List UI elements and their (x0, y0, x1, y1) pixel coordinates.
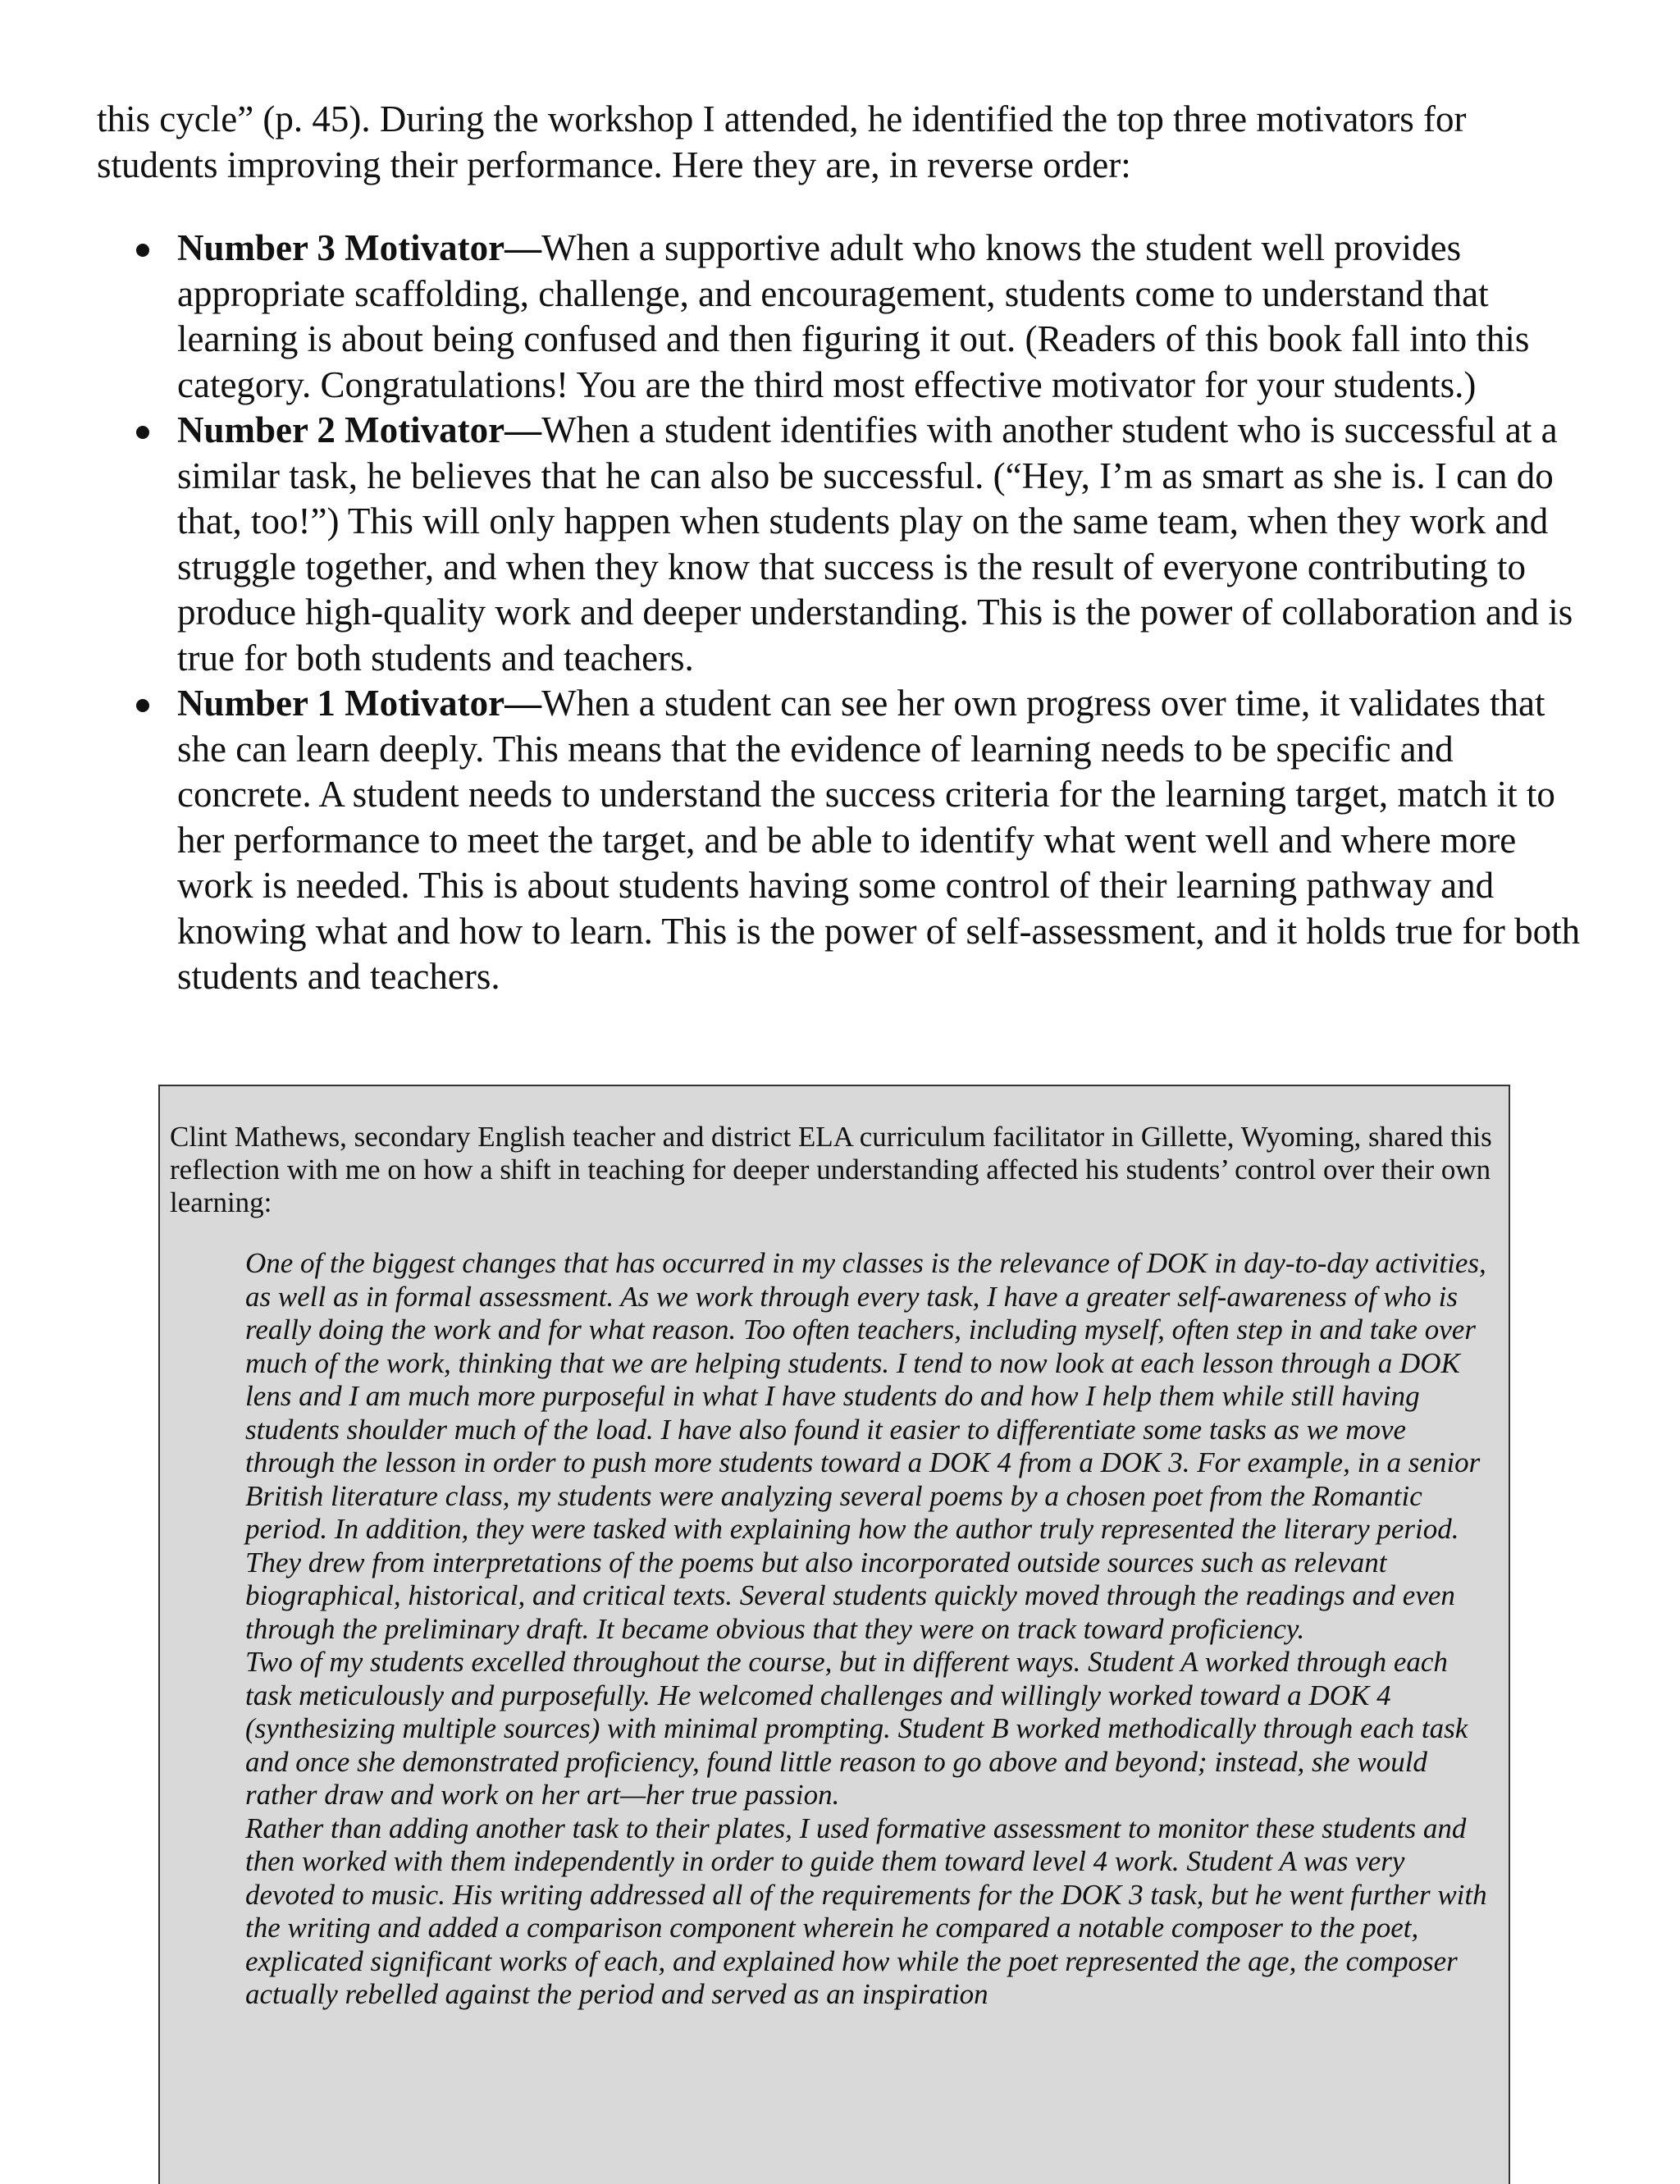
bullet-icon (136, 699, 149, 712)
motivators-list (97, 226, 1590, 1000)
motivator-title: Number 1 Motivator— (177, 683, 542, 724)
motivator-text: When a student identifies with another student who is successful at a similar task, he believes that he can also be successful. (“Hey, I’m as smart as she is. I can do that, too!”) This will only happen when students play on the same team, when they work and struggle together, and when they know that success is the result of everyone contributing to produce high-quality work and deeper understanding. This is the power of collaboration and is true for both students and teachers. (177, 409, 1573, 679)
sidebar-intro: Clint Mathews, secondary English teacher and district ELA curriculum facilitator in Gillette, Wyoming, shared this reflection with me on how a shift in teaching for deeper understanding affected his students’ control over their own learning: (170, 1121, 1492, 1218)
block-quote (245, 1247, 1492, 2012)
motivator-title: Number 3 Motivator— (177, 227, 542, 268)
quote-paragraph: One of the biggest changes that has occurred in my classes is the relevance of DOK in day-to-day activities, as well as in formal assessment. As we work through every task, I have a greater self-awareness of who is really doing the work and for what reason. Too often teachers, including myself, often step in and take over much of the work, thinking that we are helping students. I tend to now look at each lesson through a DOK lens and I am much more purposeful in what I have students do and how I help them while still having students shoulder much of the load. I have also found it easier to differentiate some tasks as we move through the lesson in order to push more students toward a DOK 4 from a DOK 3. For example, in a senior British literature class, my students were analyzing several poems by a chosen poet from the Romantic period. In addition, they were tasked with explaining how the author truly represented the literary period. They drew from interpretations of the poems but also incorporated outside sources such as relevant biographical, historical, and critical texts. Several students quickly moved through the readings and even through the preliminary draft. It became obvious that they were on track toward proficiency. (245, 1247, 1486, 1645)
list-item (97, 226, 1590, 408)
quote-paragraph: Rather than adding another task to their plates, I used formative assessment to monitor these students and then worked with them independently in order to guide them toward level 4 work. Student A was very devoted to music. His writing addressed all of the requirements for the DOK 3 task, but he went further with the writing and added a comparison component wherein he compared a notable composer to the poet, explicated significant works of each, and explained how while the poet represented the age, the composer actually rebelled against the period and served as an inspiration (245, 1812, 1487, 2010)
list-item (97, 408, 1590, 681)
bullet-icon (136, 426, 149, 439)
bullet-icon (136, 244, 149, 257)
sidebar-box (158, 1085, 1510, 2184)
motivator-text: When a student can see her own progress over time, it validates that she can learn deeply. This means that the evidence of learning needs to be specific and concrete. A student needs to understand the success criteria for the learning target, match it to her performance to meet the target, and be able to identify what went well and where more work is needed. This is about students having some control of their learning pathway and knowing what and how to learn. This is the power of self-assessment, and it holds true for both students and teachers. (177, 683, 1581, 997)
motivator-text: When a supportive adult who knows the student well provides appropriate scaffolding, challenge, and encouragement, students come to understand that learning is about being confused and then figuring it out. (Readers of this book fall into this category. Congratulations! You are the third most effective motivator for your students.) (177, 227, 1530, 405)
list-item (97, 681, 1590, 1000)
quote-paragraph: Two of my students excelled throughout the course, but in different ways. Student A worked through each task meticulously and purposefully. He welcomed challenges and willingly worked toward a DOK 4 (synthesizing multiple sources) with minimal prompting. Student B worked methodically through each task and once she demonstrated proficiency, found little reason to go above and beyond; instead, she would rather draw and work on her art—her true passion. (245, 1646, 1468, 1811)
intro-paragraph: this cycle” (p. 45). During the workshop I attended, he identified the top three motivators for students improving their performance. Here they are, in reverse order: (97, 98, 1467, 185)
motivator-title: Number 2 Motivator— (177, 409, 542, 450)
